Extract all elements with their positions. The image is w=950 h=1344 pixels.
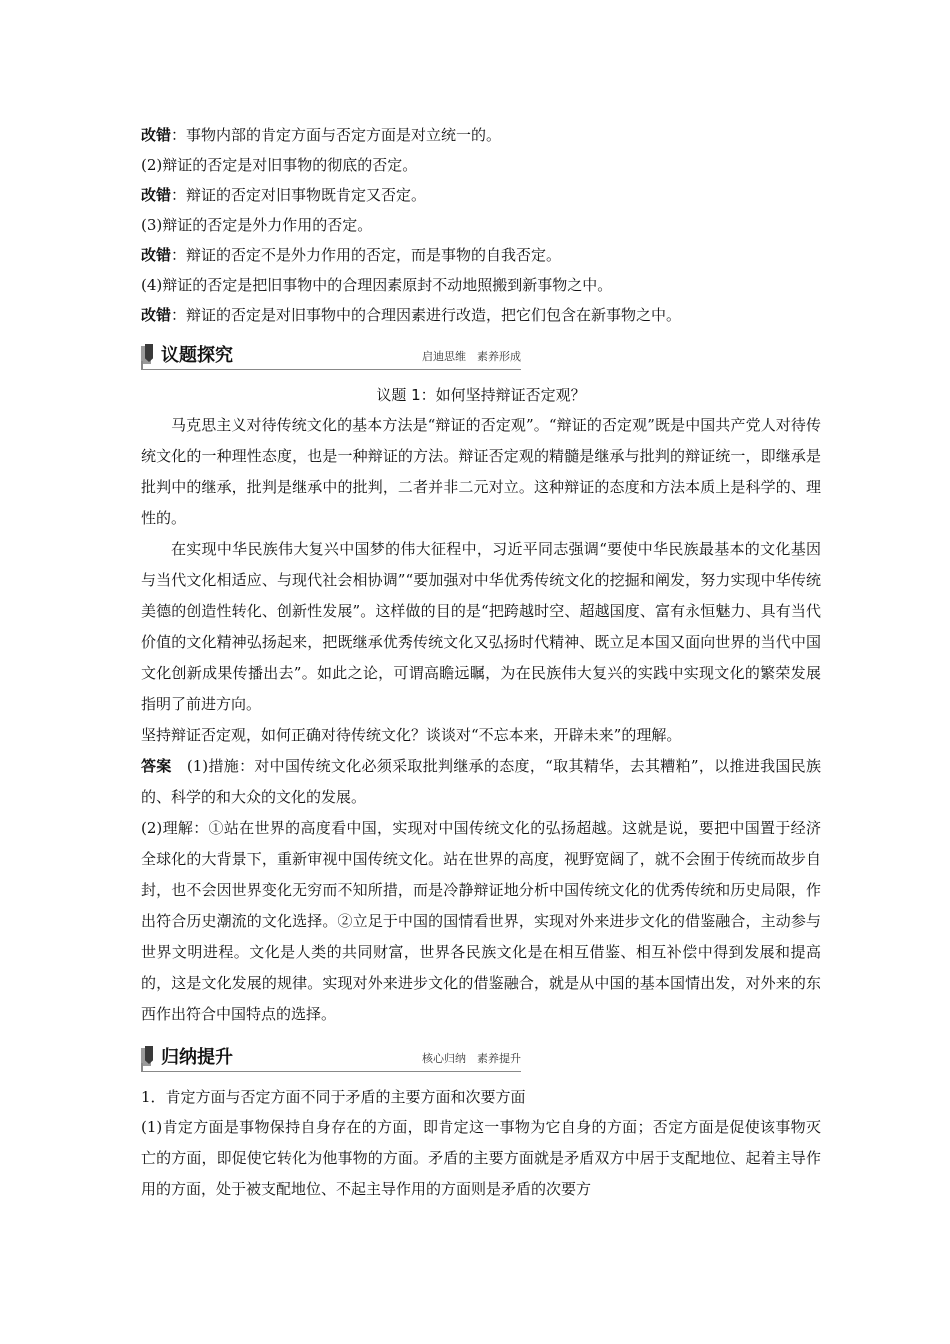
question-text: 坚持辩证否定观，如何正确对待传统文化？谈谈对“不忘本来，开辟未来”的理解。: [141, 726, 682, 744]
section-title: 归纳提升: [161, 1047, 233, 1068]
answer-paragraph: (2)理解：①站在世界的高度看中国，实现对中国传统文化的弘扬超越。这就是说，要把中国置于经济全球化的大背景下，重新审视中国传统文化。站在世界的高度，视野宽阔了，就不会囿于传统而故步自封，也不会因世界变化无穷而不知所措，而是冷静辩证地分析中国传统文化的优秀传统和历史局限，作出符合历史潮流的文化选择。②立足于中国的国情看世界，实现对外来进步文化的借鉴融合，主动参与世界文明进程。文化是人类的共同财富，世界各民族文化是在相互借鉴、相互补偿中得到发展和提高的，这是文化发展的规律。实现对外来进步文化的借鉴融合，就是从中国的基本国情出发，对外来的东西作出符合中国特点的选择。: [141, 819, 821, 1023]
section-rule-tick: [141, 1063, 143, 1071]
section-marker-icon: [145, 344, 153, 362]
statement-line: (4)辩证的否定是把旧事物中的合理因素原封不动地照搬到新事物之中。: [141, 276, 613, 294]
section-subtitle: 核心归纳 素养提升: [422, 1052, 521, 1065]
correction-line: 改错：辩证的否定是对旧事物中的合理因素进行改造，把它们包含在新事物之中。: [141, 306, 682, 324]
correction-line: 改错：事物内部的肯定方面与否定方面是对立统一的。: [141, 126, 502, 144]
section-title: 议题探究: [161, 345, 233, 366]
section-rule: [141, 1071, 521, 1072]
summary-paragraph: (1)肯定方面是事物保持自身存在的方面，即肯定这一事物为它自身的方面；否定方面是促使该事物灭亡的方面，即促使它转化为他事物的方面。矛盾的主要方面就是矛盾双方中居于支配地位、起着主导作用的方面，处于被支配地位、不起主导作用的方面则是矛盾的次要方: [141, 1118, 821, 1198]
topic-title: 议题 1：如何坚持辩证否定观？: [376, 386, 586, 404]
statement-line: (2)辩证的否定是对旧事物的彻底的否定。: [141, 156, 418, 174]
section-marker-icon: [145, 1046, 153, 1064]
answer-paragraph: 答案 (1)措施：对中国传统文化必须采取批判继承的态度，“取其精华，去其糟粕”，以推进我国民族的、科学的和大众的文化的发展。: [141, 757, 821, 806]
correction-line: 改错：辩证的否定对旧事物既肯定又否定。: [141, 186, 427, 204]
material-paragraph: 马克思主义对待传统文化的基本方法是“辩证的否定观”。“辩证的否定观”既是中国共产党人对待传统文化的一种理性态度，也是一种辩证的方法。辩证否定观的精髓是继承与批判的辩证统一，即继承是批判中的继承，批判是继承中的批判，二者并非二元对立。这种辩证的态度和方法本质上是科学的、理性的。: [141, 416, 821, 527]
summary-heading: 1．肯定方面与否定方面不同于矛盾的主要方面和次要方面: [141, 1088, 526, 1106]
answer-label: 答案: [141, 757, 172, 775]
section-header-inquiry: [141, 342, 521, 370]
material-paragraph: 在实现中华民族伟大复兴中国梦的伟大征程中，习近平同志强调“要使中华民族最基本的文化基因与当代文化相适应、与现代社会相协调”“要加强对中华优秀传统文化的挖掘和阐发，努力实现中华传统美德的创造性转化、创新性发展”。这样做的目的是“把跨越时空、超越国度、富有永恒魅力、具有当代价值的文化精神弘扬起来，把既继承优秀传统文化又弘扬时代精神、既立足本国又面向世界的当代中国文化创新成果传播出去”。如此之论，可谓高瞻远瞩，为在民族伟大复兴的实践中实现文化的繁荣发展指明了前进方向。: [141, 540, 821, 713]
section-rule: [141, 369, 521, 370]
section-subtitle: 启迪思维 素养形成: [422, 350, 521, 363]
correction-line: 改错：辩证的否定不是外力作用的否定，而是事物的自我否定。: [141, 246, 562, 264]
document-page: [141, 120, 821, 1205]
section-rule-tick: [141, 361, 143, 369]
statement-line: (3)辩证的否定是外力作用的否定。: [141, 216, 373, 234]
section-header-summary: [141, 1044, 521, 1072]
